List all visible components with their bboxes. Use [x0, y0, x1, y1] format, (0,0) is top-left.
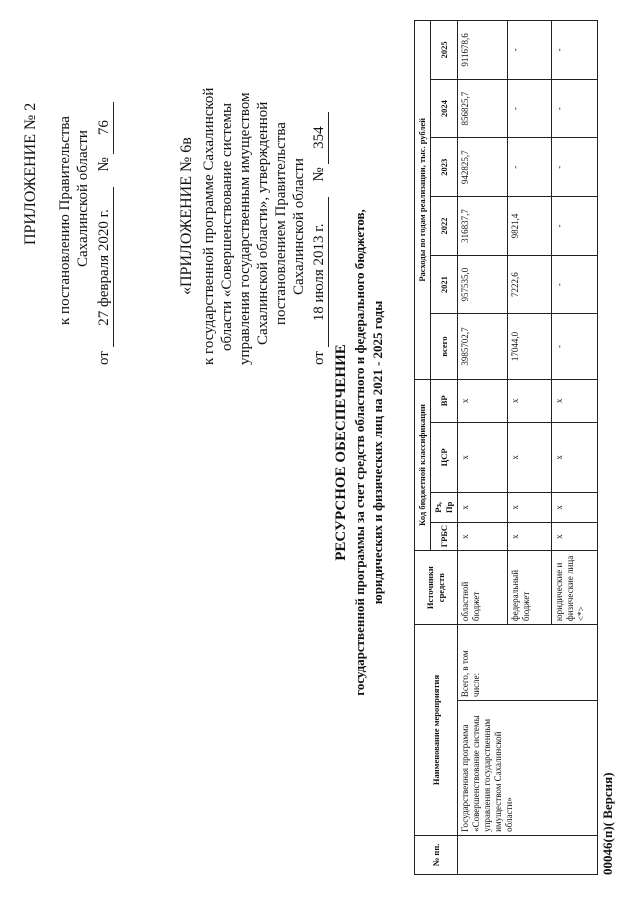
- year-value-cell: -: [552, 21, 598, 80]
- code-cell: х: [552, 379, 598, 422]
- code-cell: х: [508, 492, 552, 522]
- year-value-cell: -: [552, 138, 598, 197]
- code-cell: х: [458, 523, 508, 551]
- total-cell: 17044,0: [508, 314, 552, 379]
- number-label: №: [96, 157, 112, 172]
- year-value-cell: -: [508, 79, 552, 138]
- col-rzpr-header: Рз, Пр: [431, 492, 458, 522]
- appendix-6v-line: Сахалинской области: [291, 158, 307, 295]
- code-cell: х: [552, 523, 598, 551]
- col-source-header: Источники средств: [415, 551, 458, 625]
- appendix-6v-date: 18 июля 2013 г.: [310, 197, 329, 347]
- year-value-cell: 911678,6: [458, 21, 508, 80]
- document-code: 00046(п)( Версия): [600, 772, 615, 875]
- source-cell: юридические и физические лица <*>: [552, 551, 598, 625]
- code-cell: х: [552, 423, 598, 493]
- code-cell: х: [508, 523, 552, 551]
- appendix-2-date-line: [95, 5, 114, 365]
- total-cell: -: [552, 314, 598, 379]
- appendix-6v-line: управления государственным имуществом: [237, 92, 253, 365]
- appendix-6v-block: [178, 5, 329, 365]
- page-subtitle: юридических и физических лиц на 2021 - 2025 годы: [370, 300, 385, 605]
- total-label-cell: Всего, в том числе:: [458, 625, 598, 701]
- year-value-cell: -: [508, 21, 552, 80]
- year-value-cell: 856825,7: [458, 79, 508, 138]
- appendix-6v-title: «ПРИЛОЖЕНИЕ № 6в: [178, 137, 195, 295]
- year-value-cell: 942825,7: [458, 138, 508, 197]
- appendix-2-title: ПРИЛОЖЕНИЕ № 2: [22, 102, 39, 245]
- year-value-cell: -: [552, 255, 598, 314]
- col-year-header: 2025: [431, 21, 458, 80]
- year-value-cell: 9821,4: [508, 197, 552, 256]
- source-cell: федеральный бюджет: [508, 551, 552, 625]
- page-title: РЕСУРСНОЕ ОБЕСПЕЧЕНИЕ: [333, 344, 349, 561]
- appendix-6v-line: постановлением Правительства: [273, 122, 289, 325]
- number-label: №: [311, 167, 327, 182]
- appendix-2-date: 27 февраля 2020 г.: [95, 187, 114, 347]
- year-value-cell: -: [508, 138, 552, 197]
- col-vr-header: ВР: [431, 379, 458, 422]
- code-cell: х: [508, 379, 552, 422]
- col-name-header: Наименование мероприятия: [415, 625, 458, 836]
- appendix-6v-date-line: [310, 5, 329, 365]
- row-number-cell: [458, 835, 598, 874]
- table-row: [458, 21, 508, 875]
- year-value-cell: 7222,6: [508, 255, 552, 314]
- col-total-header: всего: [431, 314, 458, 379]
- code-cell: х: [508, 423, 552, 493]
- code-cell: х: [458, 492, 508, 522]
- year-value-cell: 957535,0: [458, 255, 508, 314]
- year-value-cell: -: [552, 79, 598, 138]
- year-value-cell: 316837,7: [458, 197, 508, 256]
- appendix-6v-line: области «Совершенствование системы: [219, 102, 235, 351]
- from-label: от: [311, 351, 327, 365]
- page-subtitle: государственной программы за счет средств областного и федерального бюджетов,: [352, 209, 367, 696]
- appendix-2-block: [22, 5, 114, 365]
- appendix-6v-number: 354: [310, 112, 329, 164]
- resource-table: [414, 20, 598, 875]
- table-header-row: [415, 21, 431, 875]
- col-expense-header: Расходы по годам реализации, тыс. рублей: [415, 21, 431, 380]
- col-year-header: 2024: [431, 79, 458, 138]
- appendix-6v-line: Сахалинской области», утвержденной: [255, 101, 271, 345]
- appendix-2-line2: Сахалинской области: [75, 130, 91, 267]
- appendix-2-number: 76: [95, 102, 114, 154]
- code-cell: х: [458, 423, 508, 493]
- source-cell: областной бюджет: [458, 551, 508, 625]
- col-grbs-header: ГРБС: [431, 523, 458, 551]
- code-cell: х: [552, 492, 598, 522]
- program-name-cell: Государственная программа «Совершенствование системы управления государственным имуществом Сахалинской области»: [458, 701, 598, 836]
- from-label: от: [96, 351, 112, 365]
- col-year-header: 2022: [431, 197, 458, 256]
- resource-heading: [332, 0, 387, 905]
- col-code-header: Код бюджетной классификации: [415, 379, 431, 551]
- col-year-header: 2023: [431, 138, 458, 197]
- year-value-cell: -: [552, 197, 598, 256]
- appendix-2-line1: к постановлению Правительства: [57, 116, 73, 325]
- appendix-6v-line: к государственной программе Сахалинской: [201, 87, 217, 365]
- col-number-header: № пп.: [415, 835, 458, 874]
- code-cell: х: [458, 379, 508, 422]
- total-cell: 3985702,7: [458, 314, 508, 379]
- col-csr-header: ЦСР: [431, 423, 458, 493]
- col-year-header: 2021: [431, 255, 458, 314]
